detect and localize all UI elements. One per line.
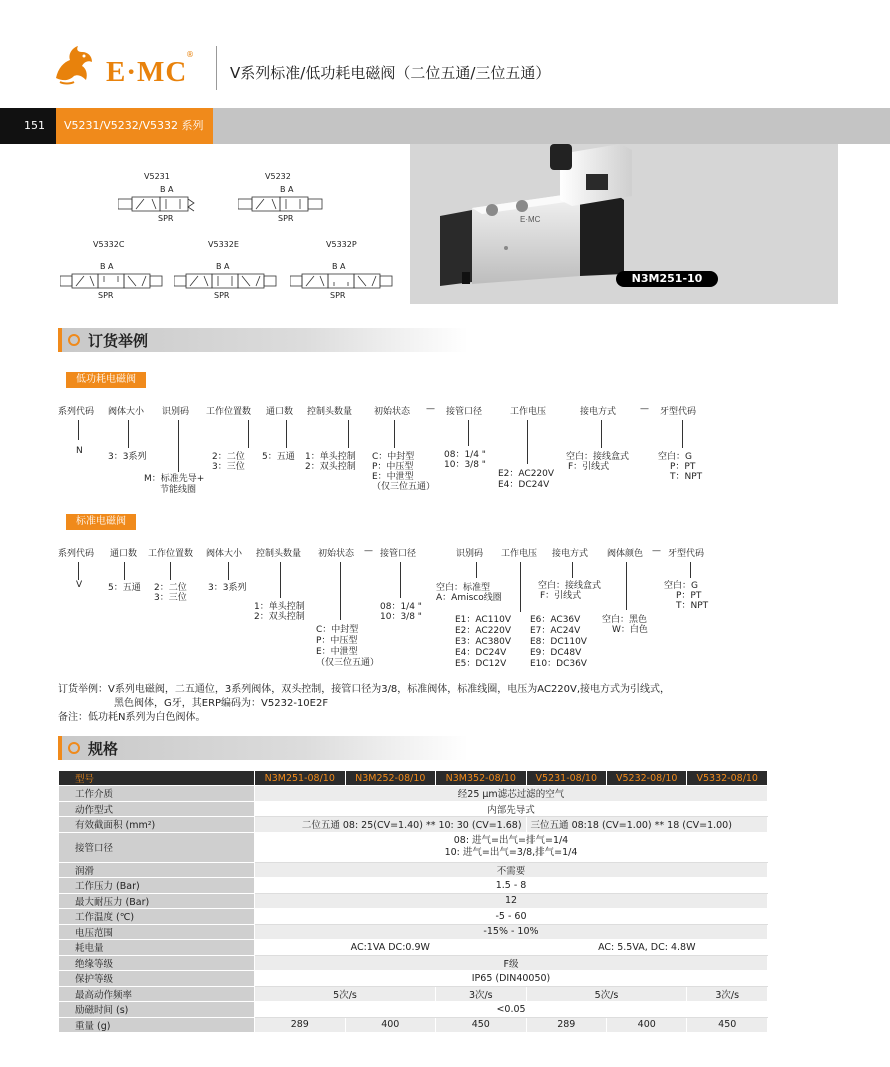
row-value: 400 [607,1017,687,1033]
option-text: （仅三位五通） [316,658,380,668]
option-text: 3：3系列 [108,452,147,462]
bullet-circle-icon [68,334,80,346]
model-header-cell: V5232-08/10 [607,771,687,786]
row-value: 内部先导式 [255,801,768,817]
option-text: 3：三位 [212,462,245,472]
option-text: 空白：接线盒式 [538,581,602,591]
row-value: 12 [255,893,768,909]
leader-line [601,420,602,448]
option-text: F：引线式 [568,462,610,472]
leader-line [682,420,683,448]
option-text: E：中泄型 [372,472,414,482]
col-header: 初始状态 [374,407,411,417]
option-text: P：PT [676,591,702,601]
valve-symbol-icon [60,272,166,290]
option-text: E4：DC24V [498,480,550,490]
table-row [59,1002,768,1018]
leader-line [690,562,691,578]
leader-line [78,420,79,440]
table-row [59,1017,768,1033]
col-header: 牙型代码 [668,549,705,559]
row-label: 动作型式 [59,801,255,817]
option-text: V [76,580,83,590]
option-text: E2：AC220V [498,469,555,479]
option-text: 空白：G [664,581,698,591]
row-label: 最大耐压力 (Bar) [59,893,255,909]
col-header: 牙型代码 [660,407,697,417]
row-value: -15% - 10% [255,924,768,940]
option-text: 1：单头控制 [305,452,356,462]
leader-line [178,420,179,472]
option-text: M：标准先导+ [144,474,205,484]
leader-line [248,420,249,448]
option-text: 08：1/4 " [444,450,486,460]
col-header: 工作电压 [501,549,538,559]
col-header: 系列代码 [58,407,95,417]
leader-line [228,562,229,580]
table-row [59,971,768,987]
option-text: （仅三位五通） [372,482,436,492]
col-header: 初始状态 [318,549,355,559]
symbol-name: V5232 [265,172,291,181]
valve-symbol-icon [174,272,280,290]
valve-symbol-icon [290,272,396,290]
row-value: 450 [687,1017,768,1033]
option-text: P：PT [670,462,696,472]
row-value: 3次/s [436,986,527,1002]
table-row [59,786,768,802]
row-label: 工作压力 (Bar) [59,878,255,894]
option-text: C：中封型 [316,625,359,635]
row-value: F级 [255,955,768,971]
symbol-ports-top: B A [100,262,114,271]
col-dash: — [652,546,661,556]
table-row [59,832,768,862]
row-value: 二位五通 08: 25(CV=1.40) ** 10: 30 (CV=1.68) [255,817,527,833]
option-text: E8：DC110V [530,637,587,647]
table-row [59,862,768,878]
col-dash: — [364,546,373,556]
col-header: 识别码 [162,407,190,417]
option-text: E3：AC380V [455,637,512,647]
spec-section-header [58,736,468,760]
option-text: E5：DC12V [455,659,507,669]
symbol-ports-bottom: SPR [158,214,174,223]
row-label: 保护等级 [59,971,255,987]
table-row [59,893,768,909]
brand-logo-text: E·MC [106,56,188,88]
symbol-name: V5231 [144,172,170,181]
pipe-line-1: 08: 进气=出气=排气=1/4 [453,835,569,846]
col-header: 工作位置数 [148,549,194,559]
row-value: 400 [345,1017,436,1033]
option-text: 空白：接线盒式 [566,452,630,462]
option-text: 2：二位 [212,452,245,462]
row-value: 3次/s [687,986,768,1002]
row-label: 接管口径 [59,832,255,862]
option-text: E9：DC48V [530,648,582,658]
table-row [59,924,768,940]
symbol-name: V5332E [208,240,239,249]
option-text: 空白：G [658,452,692,462]
col-header: 控制头数量 [307,407,353,417]
symbol-name: V5332P [326,240,357,249]
ordering-section-header [58,328,468,352]
option-text: E7：AC24V [530,626,581,636]
row-value: 经25 μm滤芯过滤的空气 [255,786,768,802]
series-label: V5231/V5232/V5332 系列 [56,108,213,144]
col-dash: — [426,404,435,414]
row-label: 重量 (g) [59,1017,255,1033]
row-label: 工作温度 (℃) [59,909,255,925]
symbol-ports-top: B A [280,185,294,194]
col-header: 阀体大小 [206,549,243,559]
row-value: IP65 (DIN40050) [255,971,768,987]
symbol-ports-top: B A [216,262,230,271]
table-header-row [59,771,768,786]
model-header-cell: N3M352-08/10 [436,771,527,786]
option-text: E4：DC24V [455,648,507,658]
option-text: T：NPT [670,472,703,482]
leader-line [348,420,349,448]
model-header-cell: N3M251-08/10 [255,771,346,786]
leader-line [128,420,129,448]
model-header-cell: N3M252-08/10 [345,771,436,786]
col-header: 通口数 [266,407,294,417]
section-title: 订货举例 [88,332,149,350]
row-label: 电压范围 [59,924,255,940]
symbol-ports-top: B A [160,185,174,194]
order-example-line1: 订货举例：V系列电磁阀，二五通位，3系列阀体，双头控制，接管口径为3/8，标准阀体，标准线圈，电压为AC220V,接电方式为引线式， [58,684,671,695]
option-text: 5：五通 [108,583,141,593]
col-header: 通口数 [110,549,138,559]
leader-line [527,420,528,464]
col-header: 阀体大小 [108,407,145,417]
col-header: 工作位置数 [206,407,252,417]
low-power-tag: 低功耗电磁阀 [66,372,146,388]
option-text: A：Amisco线圈 [436,593,502,603]
leader-line [78,562,79,580]
option-text: 节能线圈 [160,485,197,495]
row-value: 289 [526,1017,606,1033]
leader-line [170,562,171,580]
option-text: 08：1/4 " [380,602,422,612]
option-text: E10：DC36V [530,659,587,669]
row-value: 289 [255,1017,346,1033]
row-label: 有效截面积 (mm²) [59,817,255,833]
row-value: 三位五通 08:18 (CV=1.00) ** 18 (CV=1.00) [526,817,767,833]
col-header: 接管口径 [380,549,417,559]
symbol-ports-bottom: SPR [214,291,230,300]
leader-line [340,562,341,620]
row-value: <0.05 [255,1002,768,1018]
row-value: 1.5 - 8 [255,878,768,894]
spec-table [58,770,768,1033]
bullet-circle-icon [68,742,80,754]
col-header: 控制头数量 [256,549,302,559]
page-title: V系列标准/低功耗电磁阀（二位五通/三位五通） [230,64,551,82]
option-text: W：白色 [612,625,648,635]
table-header-cell: 型号 [59,771,255,786]
col-header: 工作电压 [510,407,547,417]
order-remark: 备注：低功耗N系列为白色阀体。 [58,712,206,723]
valve-symbol-icon [238,195,326,213]
table-row [59,817,768,833]
table-row [59,801,768,817]
option-text: 空白：标准型 [436,583,491,593]
page-number: 151 [0,108,56,144]
order-example-line2: 黑色阀体，G牙，其ERP编码为：V5232-10E2F [114,698,329,709]
table-row [59,909,768,925]
col-dash: — [640,404,649,414]
leader-line [280,562,281,598]
header-divider [216,46,217,90]
model-header-cell: V5231-08/10 [526,771,606,786]
table-row [59,878,768,894]
photo-body-brand: E·MC [520,215,541,224]
col-header: 接电方式 [552,549,589,559]
symbol-ports-bottom: SPR [98,291,114,300]
symbol-name: V5332C [93,240,125,249]
leader-line [400,562,401,598]
leader-line [468,420,469,446]
row-value: AC:1VA DC:0.9W [255,940,527,956]
row-label: 润滑 [59,862,255,878]
option-text: 10：3/8 " [444,460,486,470]
row-value: AC: 5.5VA, DC: 4.8W [526,940,767,956]
standard-tag: 标准电磁阀 [66,514,136,530]
section-title: 规格 [88,740,119,758]
table-row [59,955,768,971]
symbol-ports-bottom: SPR [330,291,346,300]
option-text: 3：三位 [154,593,187,603]
leader-line [572,562,573,578]
row-value: 不需要 [255,862,768,878]
row-label: 耗电量 [59,940,255,956]
leader-line [394,420,395,448]
row-value: 450 [436,1017,527,1033]
option-text: T：NPT [676,601,709,611]
option-text: 2：双头控制 [254,612,305,622]
option-text: N [76,446,83,456]
option-text: 2：双头控制 [305,462,356,472]
option-text: P：中压型 [316,636,358,646]
leader-line [286,420,287,448]
emc-horse-logo-icon [48,38,100,90]
valve-symbol-icon [118,195,206,213]
option-text: E6：AC36V [530,615,581,625]
row-value [255,832,768,862]
option-text: 空白：黑色 [602,615,648,625]
photo-model-label: N3M251-10 [616,271,718,287]
option-text: 5：五通 [262,452,295,462]
option-text: E1：AC110V [455,615,512,625]
option-text: 3：3系列 [208,583,247,593]
option-text: F：引线式 [540,591,582,601]
symbol-ports-top: B A [332,262,346,271]
row-value: 5次/s [526,986,687,1002]
leader-line [124,562,125,580]
row-label: 工作介质 [59,786,255,802]
option-text: P：中压型 [372,462,414,472]
row-label: 励磁时间 (s) [59,1002,255,1018]
option-text: E：中泄型 [316,647,358,657]
col-header: 系列代码 [58,549,95,559]
leader-line [520,562,521,612]
table-row [59,940,768,956]
registered-mark: ® [186,50,194,59]
option-text: 2：二位 [154,583,187,593]
leader-line [626,562,627,610]
col-header: 接管口径 [446,407,483,417]
pipe-line-2: 10: 进气=出气=3/8,排气=1/4 [444,847,578,858]
model-header-cell: V5332-08/10 [687,771,768,786]
option-text: C：中封型 [372,452,415,462]
col-header: 阀体颜色 [607,549,644,559]
row-label: 绝缘等级 [59,955,255,971]
col-header: 接电方式 [580,407,617,417]
leader-line [476,562,477,578]
row-value: -5 - 60 [255,909,768,925]
option-text: E2：AC220V [455,626,512,636]
option-text: 10：3/8 " [380,612,422,622]
row-label: 最高动作频率 [59,986,255,1002]
option-text: 1：单头控制 [254,602,305,612]
table-row [59,986,768,1002]
col-header: 识别码 [456,549,484,559]
symbol-ports-bottom: SPR [278,214,294,223]
row-value: 5次/s [255,986,436,1002]
